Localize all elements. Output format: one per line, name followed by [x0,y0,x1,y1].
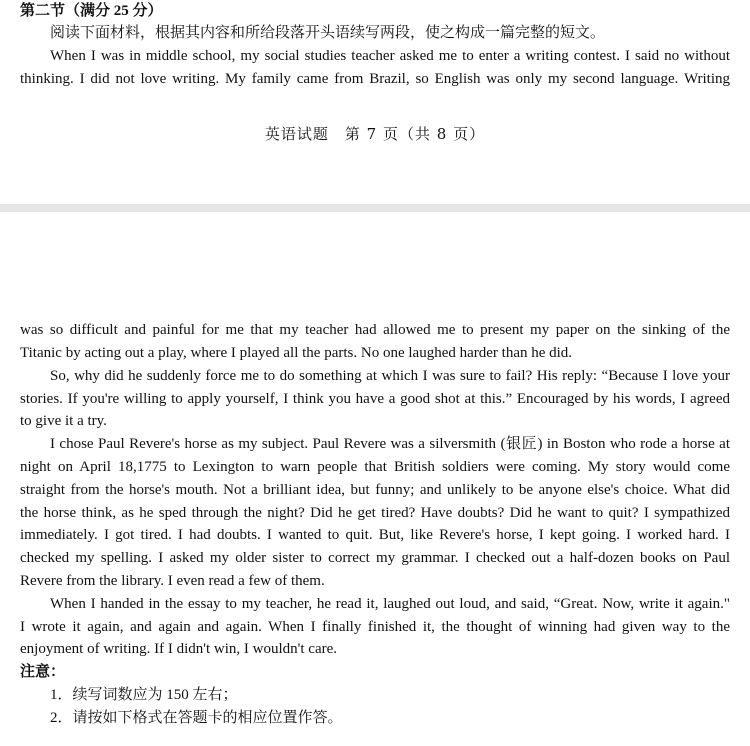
instruction-text: 阅读下面材料，根据其内容和所给段落开头语续写两段，使之构成一篇完整的短文。 [50,25,606,41]
notes-title: 注意： [20,664,66,680]
page-separator [0,204,750,212]
passage-line: So, why did he suddenly force me to do something at which I was sure to fail? His reply: “Because I love your [50,368,730,384]
passage-line: Revere from the library. I even read a few of them. [20,573,325,589]
passage-line: to give it a try. [20,413,107,429]
passage-line: enjoyment of writing. If I didn't win, I wouldn't care. [20,641,337,657]
note-item: 1．续写词数应为 150 左右； [50,687,238,703]
passage-line: stories. If you're willing to apply yourself, I think you have a good shot at this.” Encouraged by his words, I agreed [20,391,730,407]
note-item: 2．请按如下格式在答题卡的相应位置作答。 [50,710,343,726]
passage-line: night on April 18,1775 to Lexington to warn people that British soldiers were coming. My story would come [20,459,730,475]
passage-line: straight from the horse's mouth. Not a brilliant idea, but funny; and unlikely to be anyone else's choice. What did [20,482,730,498]
passage-line: the horse think, as he sped through the night? Did he get tired? Have doubts? Did he want to quit? I sympathized [20,505,730,521]
passage-line: was so difficult and painful for me that my teacher had allowed me to present my paper on the sinking of the [20,322,730,338]
passage-line: I chose Paul Revere's horse as my subject. Paul Revere was a silversmith (银匠) in Boston who rode a horse at [50,436,730,452]
passage-line: Titanic by acting out a play, where I played all the parts. No one laughed harder than he did. [20,345,573,361]
exam-page-7 [0,0,750,204]
passage-line: immediately. I got tired. I had doubts. I wanted to quit. But, like Revere's horse, I kept going. I worked hard. I [20,527,730,543]
section-heading: 第二节（满分 25 分） [20,3,163,19]
passage-line: checked my spelling. I asked my older sister to correct my grammar. I checked out a half-dozen books on Paul [20,550,730,566]
passage-line: thinking. I did not love writing. My family came from Brazil, so English was only my second language. Writing [20,71,730,87]
exam-page-8 [0,212,750,746]
passage-line: When I handed in the essay to my teacher, he read it, laughed out loud, and said, “Great. Now, write it again." [50,596,730,612]
passage-line: I wrote it again, and again and again. When I finally finished it, the thought of winning had given way to the [20,619,730,635]
page-footer: 英语试题 第 7 页（共 8 页） [264,125,486,143]
passage-line: When I was in middle school, my social studies teacher asked me to enter a writing contest. I said no without [50,48,730,64]
